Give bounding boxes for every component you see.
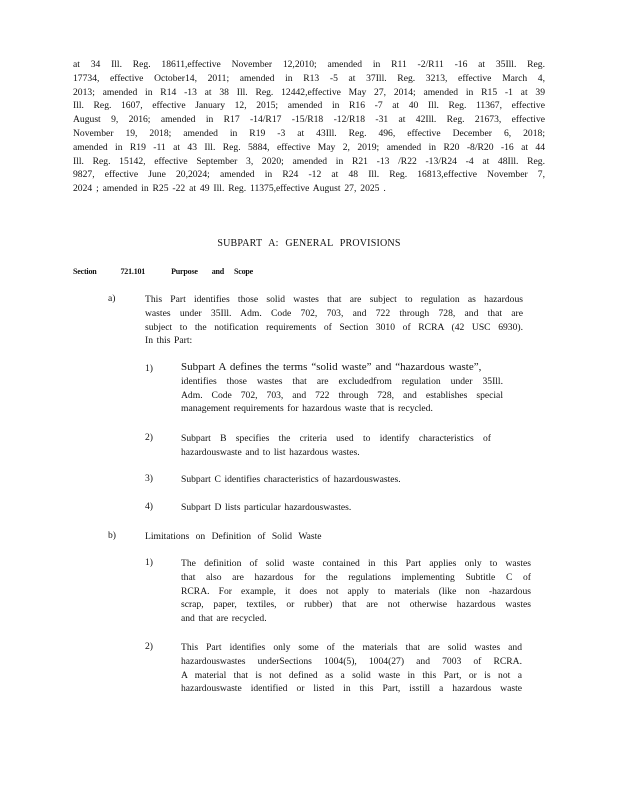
para-line: wastes under 35Ill. Adm. Code 702, 703, and 722 through 728, and that are: [145, 307, 523, 319]
section-title-word: Purpose: [171, 267, 198, 276]
subsection-a-text: [145, 293, 523, 348]
para-line: This Part identifies those solid wastes that are subject to regulation as hazardous: [145, 294, 523, 305]
history-line: amended in R19 -11 at 43 Ill. Reg. 5884, effective May 2, 2019; amended in R20 -8/R20 -16 at 44: [73, 141, 545, 153]
para-line: This Part identifies only some of the materials that are solid wastes and: [181, 642, 522, 653]
para-line: that also are hazardous for the regulations implementing Subtitle C of: [181, 571, 531, 583]
history-line: 9827, effective June 20,2024; amended in R24 -12 at 48 Ill. Reg. 16813,effective November 7,: [73, 169, 545, 181]
para-line: Subpart B specifies the criteria used to identify characteristics of: [181, 433, 491, 444]
section-label: Section: [73, 267, 97, 276]
item-a1-label: 1): [145, 363, 153, 374]
para-line: Subpart D lists particular hazardouswastes.: [181, 502, 352, 513]
para-line: scrap, paper, textiles, or rubber) that are not otherwise hazardous wastes: [181, 599, 531, 611]
history-line: Ill. Reg. 1607, effective January 12, 2015; amended in R16 -7 at 40 Ill. Reg. 11367, effective: [73, 100, 545, 112]
para-line: hazardouswaste identified or listed in this Part, isstill a hazardous waste: [181, 683, 522, 695]
subsection-a-label: a): [108, 293, 116, 304]
item-a3-text: [181, 473, 521, 487]
item-a2-text: [181, 432, 491, 460]
para-line: hazardouswastes underSections 1004(5), 1004(27) and 7003 of RCRA.: [181, 655, 522, 667]
history-line: Ill. Reg. 15142, effective September 3, 2020; amended in R21 -13 /R22 -13/R24 -4 at 48Ill. Reg.: [73, 155, 545, 167]
section-heading: [73, 267, 253, 276]
history-line: August 9, 2016; amended in R17 -14/R17 -15/R18 -12/R18 -31 at 42Ill. Reg. 21673, effective: [73, 114, 545, 126]
para-line: and that are recycled.: [181, 613, 267, 625]
section-number: 721.101: [120, 267, 146, 276]
history-line: 17734, effective October14, 2011; amended in R13 -5 at 37Ill. Reg. 3213, effective March 4,: [73, 72, 545, 84]
para-line: identifies those wastes that are excludedfrom regulation under 35Ill.: [181, 375, 503, 387]
para-line: The definition of solid waste contained in this Part applies only to wastes: [181, 558, 531, 569]
para-line: subject to the notification requirements of Section 3010 of RCRA (42 USC 6930).: [145, 321, 523, 333]
history-line: November 19, 2018; amended in R19 -3 at 43Ill. Reg. 496, effective December 6, 2018;: [73, 127, 545, 139]
subpart-heading: SUBPART A: GENERAL PROVISIONS: [217, 238, 401, 249]
para-lead-line: Subpart A defines the terms “solid waste” and “hazardous waste”,: [181, 361, 482, 373]
subsection-b-title: Limitations on Definition of Solid Waste: [145, 531, 322, 542]
para-line: management requirements for hazardous waste that is recycled.: [181, 403, 433, 415]
para-line: hazardouswaste and to list hazardous wastes.: [181, 446, 360, 458]
item-b1-text: [181, 557, 531, 626]
para-line: RCRA. For example, it does not apply to materials (like non -hazardous: [181, 585, 531, 597]
item-a4-label: 4): [145, 501, 153, 512]
item-b1-label: 1): [145, 557, 153, 568]
item-a2-label: 2): [145, 432, 153, 443]
subsection-b-label: b): [108, 530, 116, 541]
item-a4-text: [181, 501, 521, 515]
section-title-word: and: [211, 267, 225, 276]
source-history: [73, 58, 545, 196]
history-line: 2013; amended in R14 -13 at 38 Ill. Reg. 12442,effective May 27, 2014; amended in R15 -1 at 39: [73, 86, 545, 98]
para-line: Adm. Code 702, 703, and 722 through 728, and establishes special: [181, 389, 503, 401]
para-line: A material that is not defined as a solid waste in this Part, or is not a: [181, 669, 522, 681]
para-line: Subpart C identifies characteristics of hazardouswastes.: [181, 474, 401, 485]
history-line: at 34 Ill. Reg. 18611,effective November 12,2010; amended in R11 -2/R11 -16 at 35Ill. Reg.: [73, 59, 545, 70]
section-title-word: Scope: [234, 267, 254, 276]
item-b2-label: 2): [145, 641, 153, 652]
item-b2-text: [181, 641, 522, 696]
item-a3-label: 3): [145, 473, 153, 484]
history-line: 2024 ; amended in R25 -22 at 49 Ill. Reg. 11375,effective August 27, 2025 .: [73, 183, 386, 195]
para-line: In this Part:: [145, 335, 193, 347]
item-a1-text: [181, 361, 503, 416]
